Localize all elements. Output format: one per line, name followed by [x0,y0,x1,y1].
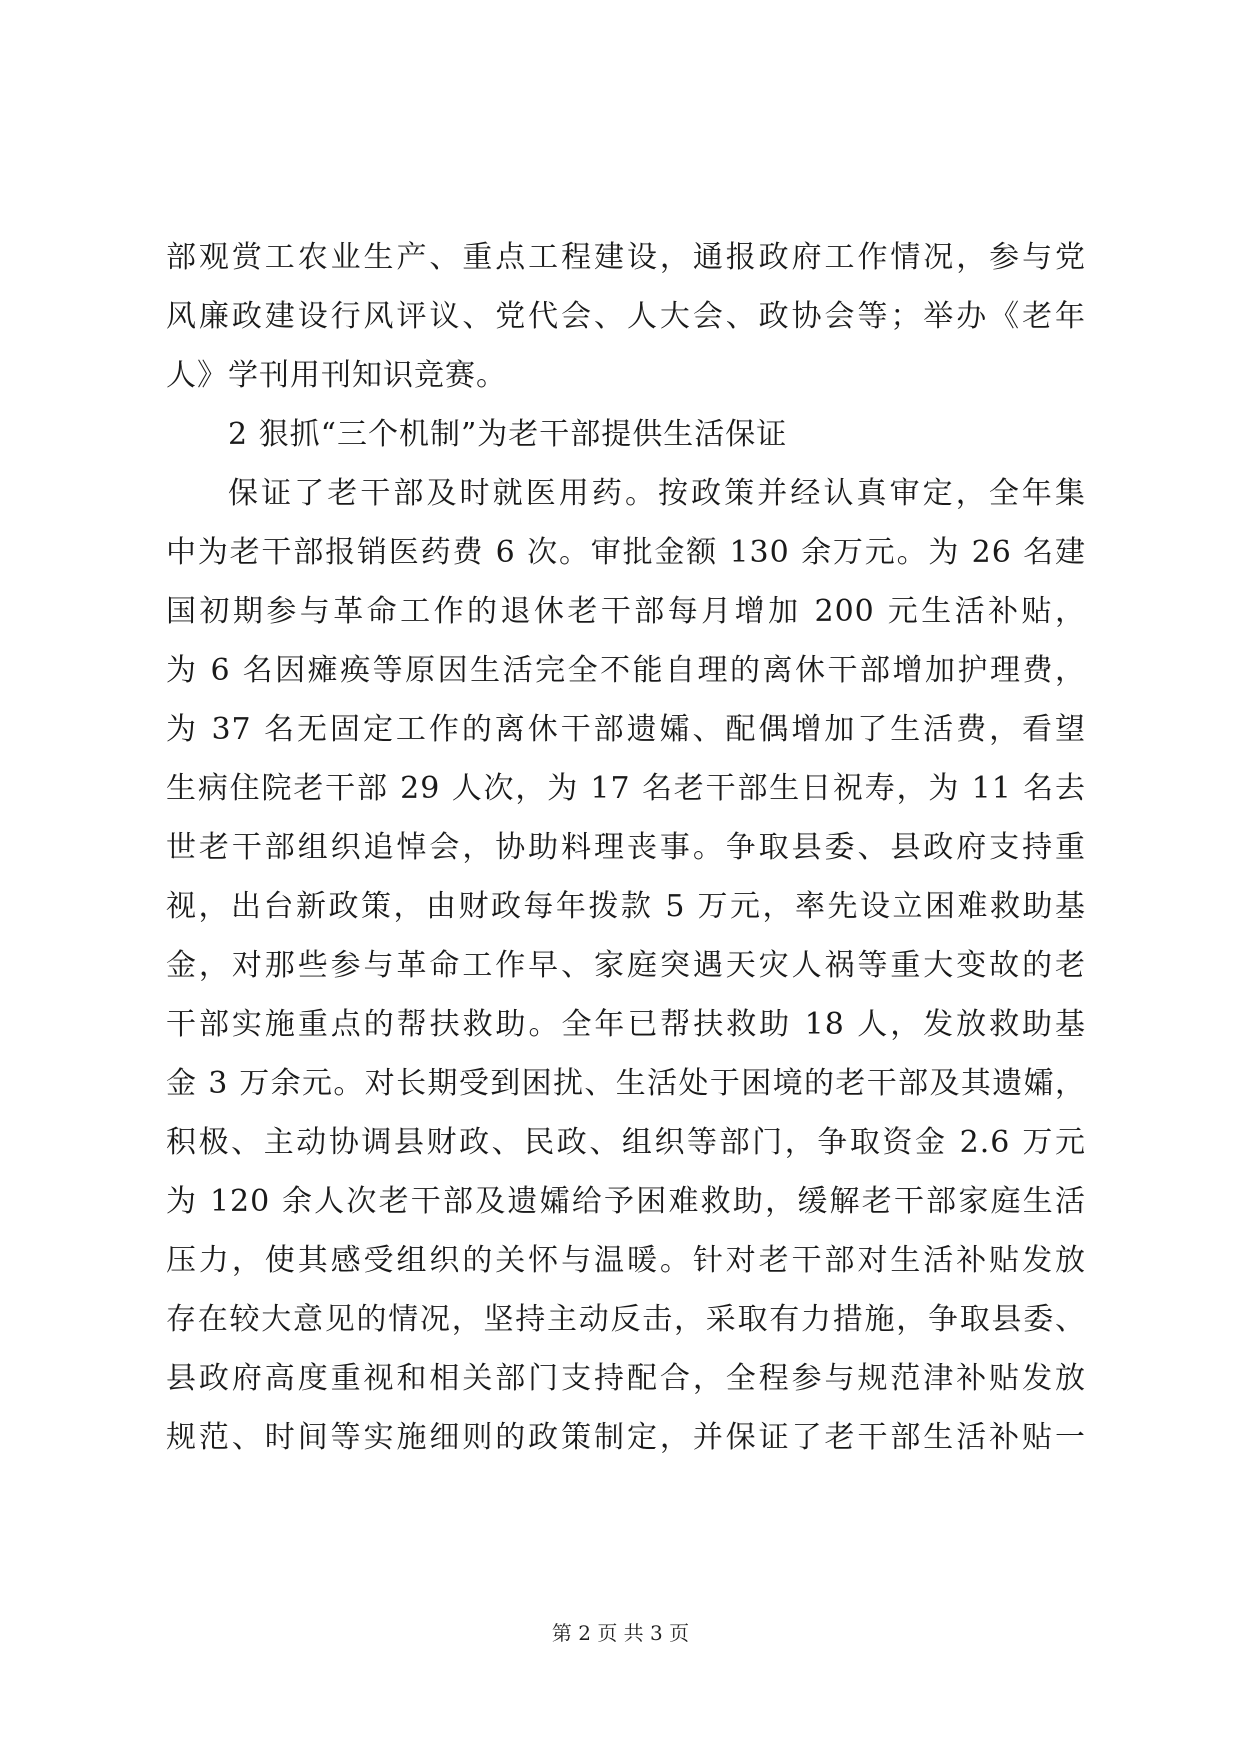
paragraph-line: 国初期参与革命工作的退休老干部每月增加 200 元生活补贴， [166,594,1086,629]
page-number-footer: 第 2 页 共 3 页 [551,1621,690,1645]
paragraph-line: 风廉政建设行风评议、党代会、人大会、政协会等；举办《老年 [166,299,1086,334]
paragraph-line: 积极、主动协调县财政、民政、组织等部门，争取资金 2.6 万元 [166,1125,1086,1160]
paragraph-line: 保证了老干部及时就医用药。按政策并经认真审定，全年集 [228,476,1086,511]
paragraph-line: 为 120 余人次老干部及遗孀给予困难救助，缓解老干部家庭生活 [166,1184,1086,1219]
paragraph-line: 压力，使其感受组织的关怀与温暖。针对老干部对生活补贴发放 [166,1243,1086,1278]
paragraph-line: 视，出台新政策，由财政每年拨款 5 万元，率先设立困难救助基 [166,889,1086,924]
paragraph-line: 部观赏工农业生产、重点工程建设，通报政府工作情况，参与党 [166,240,1086,275]
paragraph-line: 生病住院老干部 29 人次，为 17 名老干部生日祝寿，为 11 名去 [166,771,1086,806]
paragraph-line: 县政府高度重视和相关部门支持配合，全程参与规范津补贴发放 [166,1361,1086,1396]
paragraph-line: 干部实施重点的帮扶救助。全年已帮扶救助 18 人，发放救助基 [166,1007,1086,1042]
paragraph-line: 中为老干部报销医药费 6 次。审批金额 130 余万元。为 26 名建 [166,535,1086,570]
paragraph-line: 人》学刊用刊知识竞赛。 [166,358,507,393]
paragraph-line: 存在较大意见的情况，坚持主动反击，采取有力措施，争取县委、 [166,1302,1086,1337]
document-body [166,228,1086,1467]
section-heading: 2 狠抓“三个机制”为老干部提供生活保证 [228,417,788,452]
paragraph-line: 世老干部组织追悼会，协助料理丧事。争取县委、县政府支持重 [166,830,1086,865]
paragraph-line: 金，对那些参与革命工作早、家庭突遇天灾人祸等重大变故的老 [166,948,1086,983]
paragraph-line: 为 37 名无固定工作的离休干部遗孀、配偶增加了生活费，看望 [166,712,1086,747]
paragraph-line: 为 6 名因瘫痪等原因生活完全不能自理的离休干部增加护理费， [166,653,1086,688]
paragraph-line: 规范、时间等实施细则的政策制定，并保证了老干部生活补贴一 [166,1420,1086,1455]
paragraph-line: 金 3 万余元。对长期受到困扰、生活处于困境的老干部及其遗孀， [166,1066,1086,1101]
